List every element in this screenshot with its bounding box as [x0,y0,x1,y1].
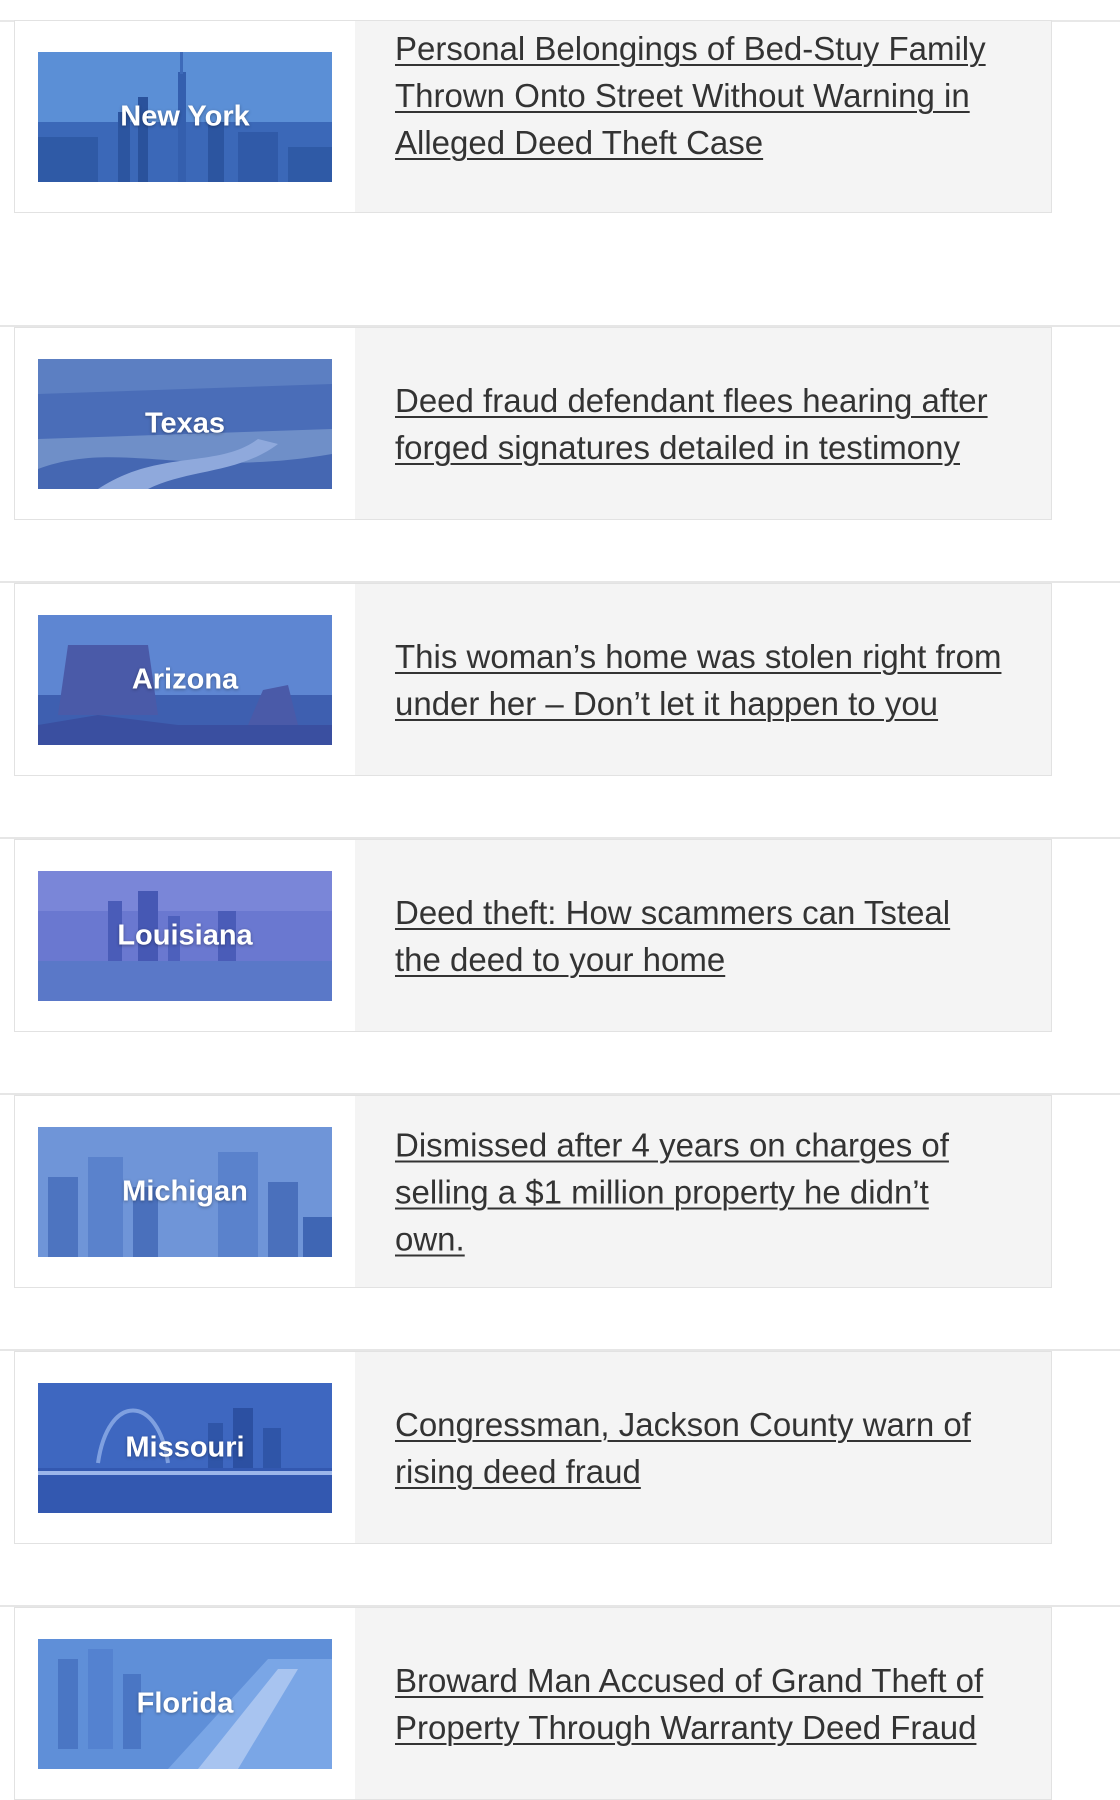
michigan-skyline-thumbnail[interactable] [38,1127,332,1257]
headline-link[interactable]: Congressman, Jackson County warn of rising deed fraud [395,1405,971,1490]
article-card-texas [14,327,1052,520]
headline-link[interactable]: Broward Man Accused of Grand Theft of Property Through Warranty Deed Fraud [395,1661,984,1746]
article-card-arizona [14,583,1052,776]
thumbnail-state-label: Texas [144,407,226,439]
thumbnail-state-label: New York [120,100,250,132]
article-card-missouri [14,1351,1052,1544]
thumbnail-state-label: Arizona [131,663,239,695]
headline-link[interactable]: This woman’s home was stolen right from under her – Don’t let it happen to you [395,637,1002,722]
missouri-arch-thumbnail[interactable] [38,1383,332,1513]
article-headline [395,889,1005,983]
article-headline [395,25,1005,166]
article-card-michigan [14,1095,1052,1288]
article-headline [395,1121,1005,1262]
article-card-louisiana [14,839,1052,1032]
thumbnail-state-label: Louisiana [117,919,253,951]
article-card-new-york [14,20,1052,213]
headline-link[interactable]: Personal Belongings of Bed-Stuy Family Thrown Onto Street Without Warning in Alleged Deed Theft Case [395,30,986,161]
louisiana-city-thumbnail[interactable] [38,871,332,1001]
headline-link[interactable]: Deed theft: How scammers can Tsteal the deed to your home [395,893,951,978]
thumbnail-state-label: Missouri [125,1431,245,1463]
article-headline [395,1657,1005,1751]
article-card-florida [14,1607,1052,1800]
texas-canyon-thumbnail[interactable] [38,359,332,489]
article-headline [395,377,1005,471]
new-york-skyline-thumbnail[interactable] [38,52,332,182]
article-headline [395,1401,1005,1495]
arizona-butte-thumbnail[interactable] [38,615,332,745]
thumbnail-state-label: Florida [136,1687,234,1719]
article-headline [395,633,1005,727]
florida-coast-thumbnail[interactable] [38,1639,332,1769]
thumbnail-state-label: Michigan [122,1175,248,1207]
headline-link[interactable]: Dismissed after 4 years on charges of selling a $1 million property he didn’t own. [395,1126,949,1257]
headline-link[interactable]: Deed fraud defendant flees hearing after forged signatures detailed in testimony [395,381,988,466]
